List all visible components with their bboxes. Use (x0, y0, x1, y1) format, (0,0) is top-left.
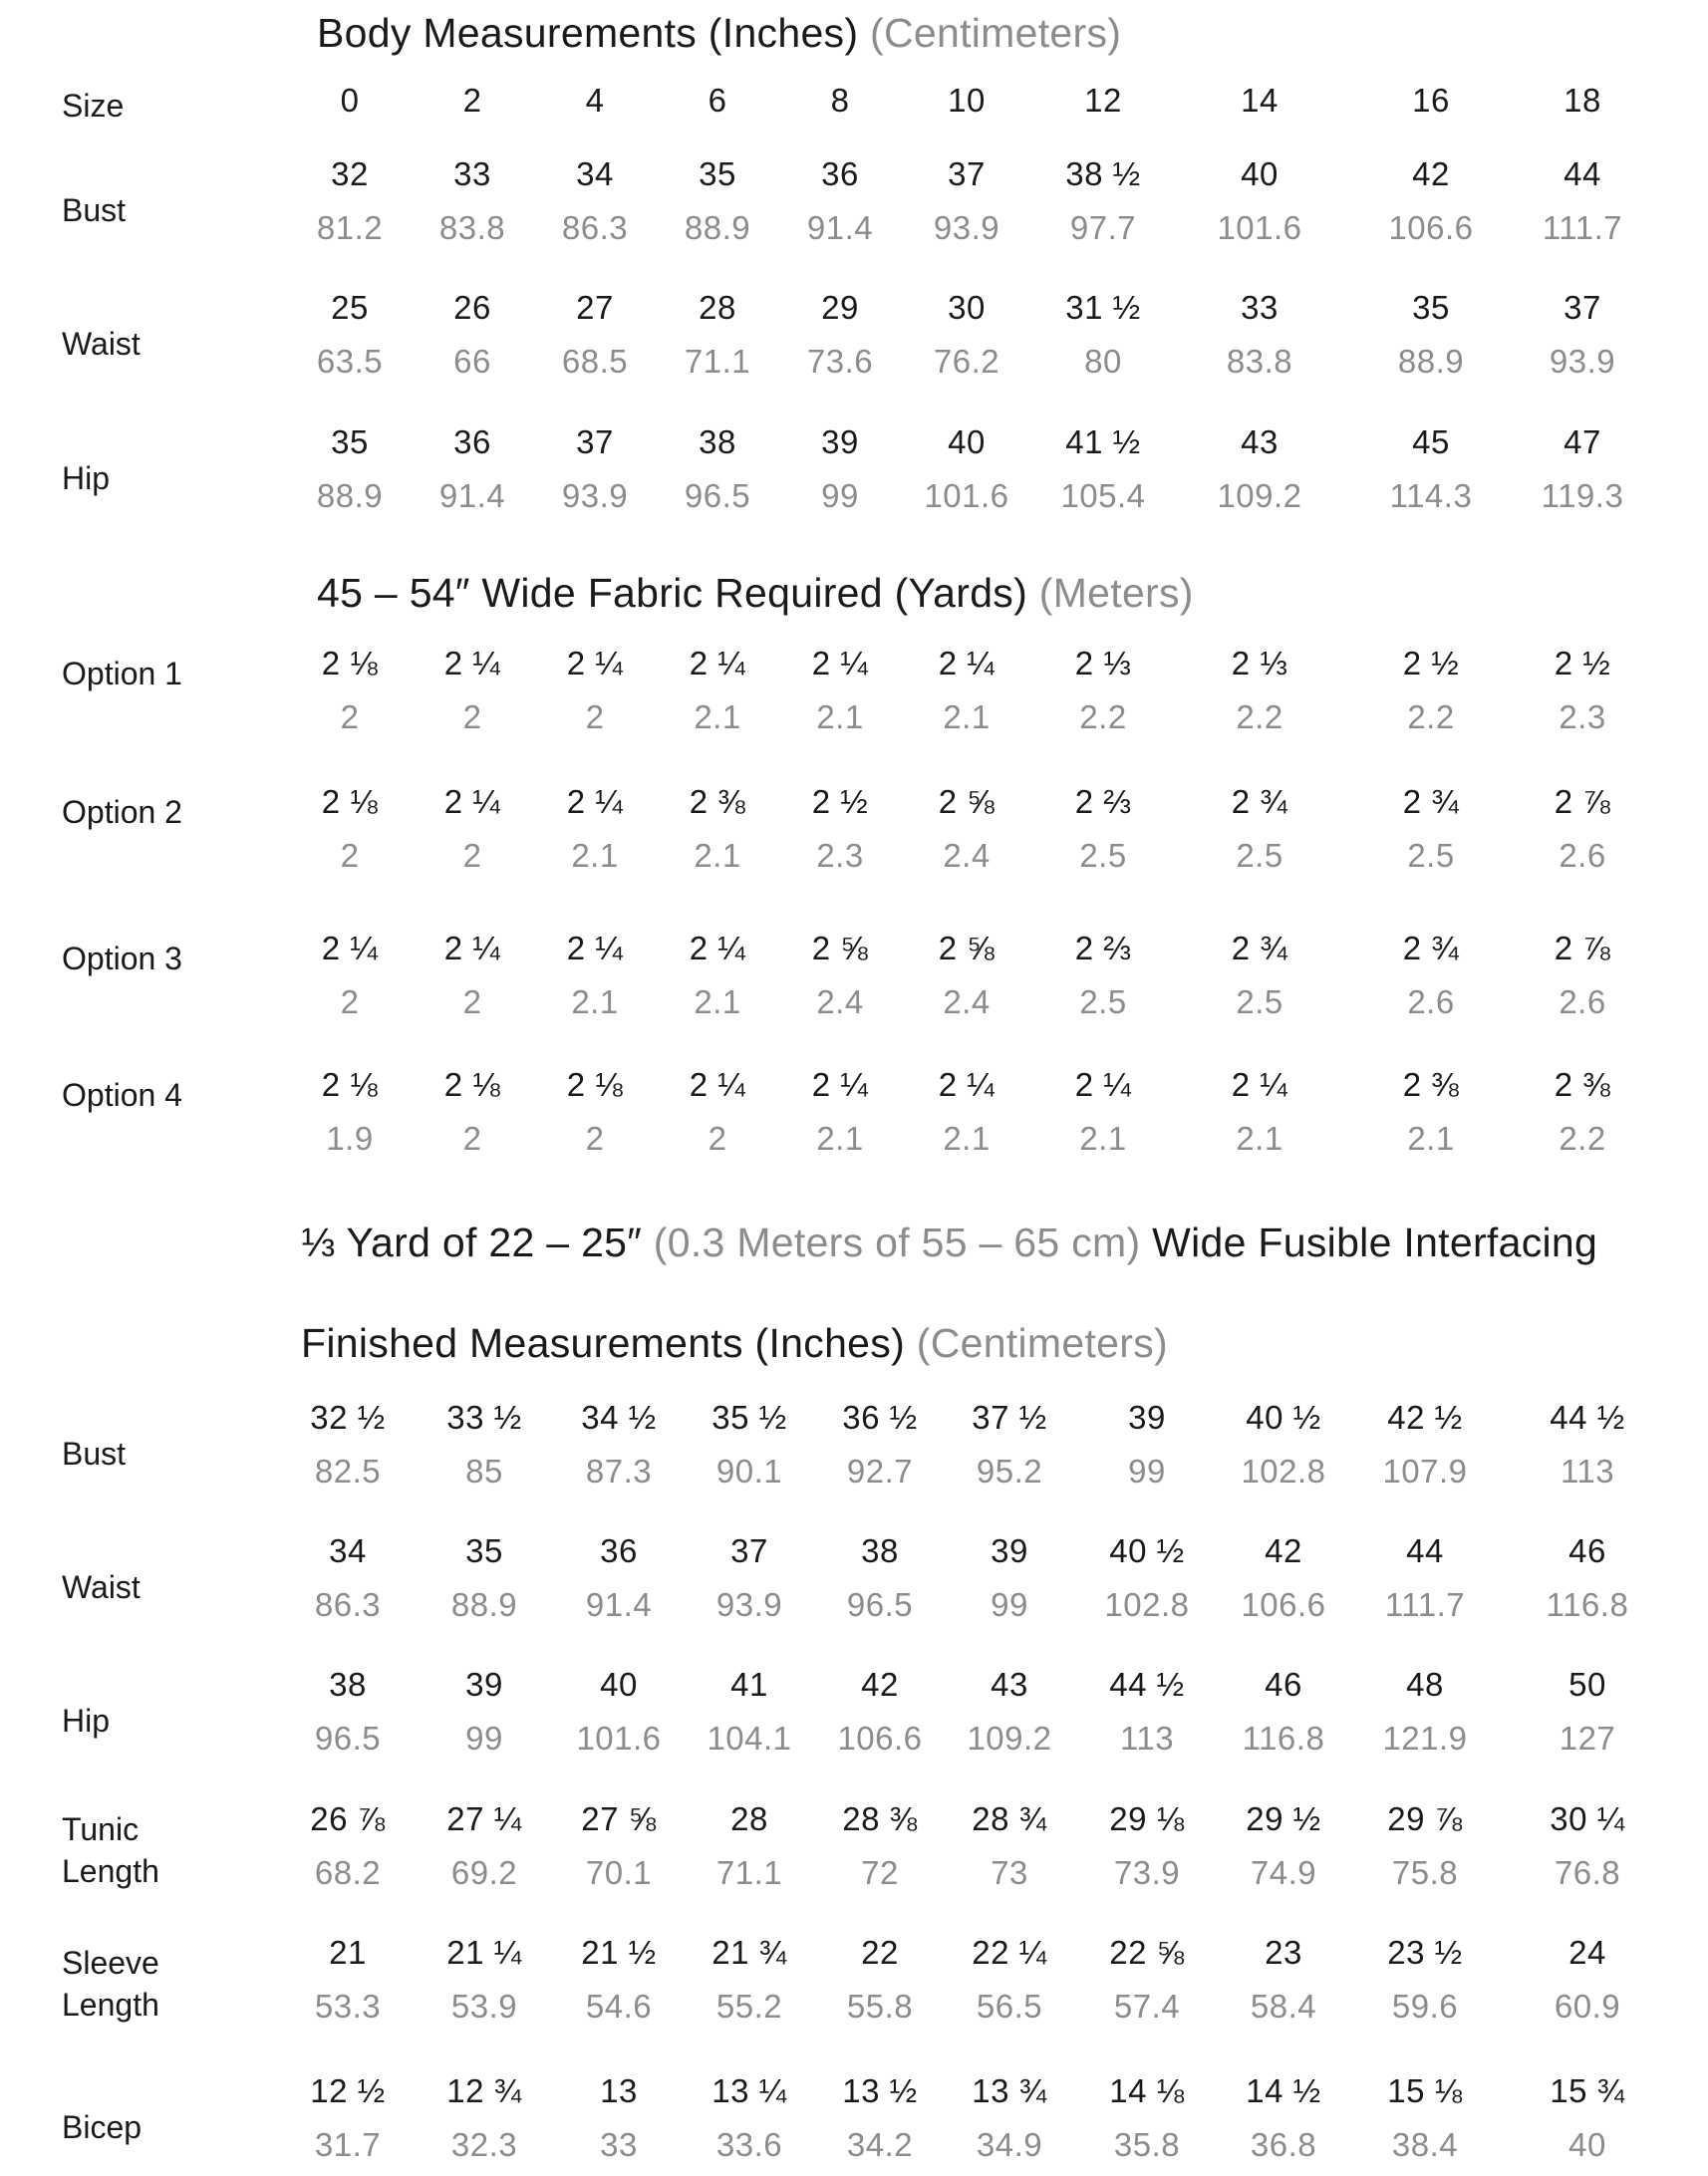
finished-cm-value: 73.9 (1113, 1854, 1181, 1891)
fabric-inch-value: 2 ¼ (811, 1066, 869, 1103)
finished-cm-value: 102.8 (1104, 1586, 1190, 1623)
finished-cm-value: 53.3 (314, 1988, 382, 2025)
finished-row-label: Waist (62, 1569, 141, 1605)
finished-inch-value: 38 (329, 1666, 367, 1703)
fabric-cm-value: 2.5 (1079, 983, 1127, 1020)
body-cm-value: 93.9 (1549, 343, 1616, 380)
body-cm-value: 105.4 (1060, 477, 1146, 514)
fabric-inch-value: 2 ⅞ (1554, 930, 1611, 966)
fabric-cm-value: 2.1 (694, 698, 741, 735)
finished-inch-value: 24 (1568, 1934, 1606, 1971)
finished-cm-value: 116.8 (1242, 1720, 1325, 1757)
finished-inch-value: 14 ⅛ (1109, 2072, 1185, 2109)
finished-inch-value: 35 ½ (712, 1399, 787, 1436)
fabric-cm-value: 2.2 (1407, 698, 1455, 735)
body-inch-value: 37 (576, 423, 614, 460)
body-inch-value: 35 (699, 155, 736, 192)
finished-inch-value: 26 ⅞ (310, 1800, 386, 1837)
body-cm-value: 81.2 (316, 209, 384, 246)
body-cm-value: 99 (821, 477, 859, 514)
fabric-inch-value: 2 ⅛ (321, 1066, 379, 1103)
finished-inch-value: 21 ¼ (446, 1934, 522, 1971)
finished-cm-value: 33.6 (715, 2126, 783, 2163)
finished-cm-value: 106.6 (837, 1720, 923, 1757)
size-value: 2 (462, 82, 482, 119)
finished-cm-value: 96.5 (846, 1586, 914, 1623)
finished-inch-value: 29 ½ (1246, 1800, 1321, 1837)
finished-inch-value: 38 (861, 1532, 899, 1569)
finished-cm-value: 74.9 (1250, 1854, 1317, 1891)
body-inch-value: 39 (821, 423, 859, 460)
body-cm-value: 101.6 (1217, 209, 1302, 246)
finished-cm-value: 85 (465, 1453, 503, 1490)
fabric-cm-value: 2.6 (1559, 983, 1606, 1020)
finished-cm-value: 99 (1128, 1453, 1166, 1490)
finished-cm-value: 106.6 (1241, 1586, 1326, 1623)
fabric-inch-value: 2 ¼ (443, 645, 501, 681)
fabric-inch-value: 2 ¼ (938, 1066, 996, 1103)
fabric-cm-value: 2.6 (1559, 837, 1606, 874)
fabric-inch-value: 2 ¼ (566, 645, 624, 681)
finished-inch-value: 46 (1265, 1666, 1302, 1703)
fabric-cm-value: 2 (462, 1120, 482, 1157)
finished-row-label: Tunic Length (62, 1811, 159, 1889)
finished-inch-value: 30 ¼ (1550, 1800, 1625, 1837)
finished-inch-value: 35 (465, 1532, 503, 1569)
finished-inch-value: 13 ½ (842, 2072, 918, 2109)
finished-inch-value: 28 (730, 1800, 768, 1837)
finished-cm-value: 36.8 (1250, 2126, 1317, 2163)
body-title-alt: (Centimeters) (870, 10, 1122, 56)
body-cm-value: 109.2 (1217, 477, 1302, 514)
fabric-inch-value: 2 ¾ (1231, 930, 1288, 966)
fabric-inch-value: 2 ⅝ (938, 783, 996, 820)
fabric-cm-value: 2.1 (571, 983, 619, 1020)
finished-cm-value: 33 (600, 2126, 638, 2163)
body-cm-value: 71.1 (684, 343, 751, 380)
body-inch-value: 33 (1241, 289, 1279, 326)
size-value: 16 (1412, 82, 1450, 119)
finished-inch-value: 22 ¼ (972, 1934, 1047, 1971)
finished-inch-value: 43 (991, 1666, 1028, 1703)
body-inch-value: 37 (948, 155, 986, 192)
body-inch-value: 29 (821, 289, 859, 326)
finished-row-label: Bicep (62, 2109, 142, 2145)
body-inch-value: 33 (453, 155, 491, 192)
body-row-label: Hip (62, 460, 111, 496)
fabric-inch-value: 2 ¼ (689, 1066, 746, 1103)
fabric-inch-value: 2 ⅔ (1074, 930, 1132, 966)
finished-cm-value: 35.8 (1113, 2126, 1181, 2163)
fabric-cm-value: 2 (340, 983, 360, 1020)
fabric-inch-value: 2 ¼ (1074, 1066, 1132, 1103)
body-inch-value: 43 (1241, 423, 1279, 460)
finished-cm-value: 92.7 (846, 1453, 914, 1490)
finished-cm-value: 60.9 (1554, 1988, 1621, 2025)
fabric-cm-value: 2.1 (943, 698, 991, 735)
finished-cm-value: 76.8 (1554, 1854, 1621, 1891)
body-cm-value: 93.9 (561, 477, 629, 514)
fabric-inch-value: 2 ⅝ (938, 930, 996, 966)
fabric-cm-value: 2 (340, 837, 360, 874)
body-inch-value: 30 (948, 289, 986, 326)
fabric-cm-value: 2.6 (1407, 983, 1455, 1020)
fabric-inch-value: 2 ⅛ (321, 645, 379, 681)
finished-cm-value: 104.1 (707, 1720, 792, 1757)
finished-inch-value: 13 ¼ (712, 2072, 787, 2109)
fabric-inch-value: 2 ¼ (321, 930, 379, 966)
finished-inch-value: 23 ½ (1387, 1934, 1463, 1971)
finished-cm-value: 58.4 (1250, 1988, 1317, 2025)
body-cm-value: 86.3 (561, 209, 629, 246)
finished-inch-value: 34 (329, 1532, 367, 1569)
body-cm-value: 88.9 (316, 477, 384, 514)
fabric-cm-value: 2.5 (1236, 983, 1283, 1020)
body-cm-value: 114.3 (1389, 477, 1473, 514)
finished-cm-value: 121.9 (1382, 1720, 1468, 1757)
finished-inch-value: 44 ½ (1109, 1666, 1185, 1703)
fabric-inch-value: 2 ½ (1554, 645, 1611, 681)
interfacing-part2: (0.3 Meters of 55 – 65 cm) (653, 1220, 1141, 1265)
size-value: 12 (1084, 82, 1122, 119)
finished-cm-value: 90.1 (715, 1453, 783, 1490)
finished-cm-value: 88.9 (450, 1586, 518, 1623)
finished-inch-value: 33 ½ (446, 1399, 522, 1436)
body-inch-value: 40 (1241, 155, 1279, 192)
fabric-cm-value: 2.5 (1079, 837, 1127, 874)
finished-cm-value: 99 (465, 1720, 503, 1757)
finished-inch-value: 42 ½ (1387, 1399, 1463, 1436)
finished-inch-value: 36 (600, 1532, 638, 1569)
finished-inch-value: 37 (730, 1532, 768, 1569)
finished-cm-value: 99 (991, 1586, 1028, 1623)
body-cm-value: 73.6 (806, 343, 874, 380)
finished-cm-value: 127 (1559, 1720, 1616, 1757)
finished-inch-value: 13 (600, 2072, 638, 2109)
body-cm-value: 66 (453, 343, 491, 380)
finished-inch-value: 40 ½ (1246, 1399, 1321, 1436)
fabric-cm-value: 2.5 (1236, 837, 1283, 874)
fabric-row-label: Option 4 (62, 1077, 182, 1113)
body-inch-value: 35 (1412, 289, 1450, 326)
fabric-cm-value: 2 (462, 983, 482, 1020)
fabric-cm-value: 2 (340, 698, 360, 735)
body-inch-value: 34 (576, 155, 614, 192)
finished-inch-value: 46 (1568, 1532, 1606, 1569)
body-inch-value: 44 (1564, 155, 1601, 192)
fabric-cm-value: 2.5 (1407, 837, 1455, 874)
body-inch-value: 40 (948, 423, 986, 460)
finished-cm-value: 69.2 (450, 1854, 518, 1891)
fabric-row-label: Option 1 (62, 656, 182, 691)
finished-cm-value: 59.6 (1391, 1988, 1459, 2025)
fabric-inch-value: 2 ¼ (566, 930, 624, 966)
fabric-inch-value: 2 ⅔ (1074, 783, 1132, 820)
finished-cm-value: 57.4 (1113, 1988, 1181, 2025)
finished-inch-value: 22 ⅝ (1109, 1934, 1185, 1971)
body-cm-value: 88.9 (684, 209, 751, 246)
fabric-inch-value: 2 ⅜ (689, 783, 746, 820)
fabric-cm-value: 2 (462, 698, 482, 735)
finished-cm-value: 75.8 (1391, 1854, 1459, 1891)
fabric-cm-value: 2.3 (816, 837, 864, 874)
finished-inch-value: 41 (730, 1666, 768, 1703)
finished-inch-value: 44 (1406, 1532, 1444, 1569)
fabric-cm-value: 1.9 (326, 1120, 374, 1157)
finished-inch-value: 15 ⅛ (1387, 2072, 1463, 2109)
fabric-inch-value: 2 ¾ (1402, 783, 1460, 820)
body-inch-value: 32 (331, 155, 369, 192)
fabric-row-label: Option 3 (62, 941, 182, 976)
finished-inch-value: 32 ½ (310, 1399, 386, 1436)
fabric-cm-value: 2.1 (816, 698, 864, 735)
finished-cm-value: 38.4 (1391, 2126, 1459, 2163)
fabric-inch-value: 2 ⅛ (443, 1066, 501, 1103)
body-inch-value: 42 (1412, 155, 1450, 192)
finished-cm-value: 40 (1568, 2126, 1606, 2163)
body-cm-value: 83.8 (1226, 343, 1293, 380)
body-title-main: Body Measurements (Inches) (317, 10, 859, 56)
body-inch-value: 25 (331, 289, 369, 326)
body-inch-value: 36 (821, 155, 859, 192)
finished-inch-value: 21 (329, 1934, 367, 1971)
finished-inch-value: 39 (1128, 1399, 1166, 1436)
body-cm-value: 93.9 (933, 209, 1000, 246)
fabric-inch-value: 2 ⅛ (566, 1066, 624, 1103)
finished-cm-value: 70.1 (585, 1854, 653, 1891)
finished-cm-value: 55.2 (715, 1988, 783, 2025)
fabric-cm-value: 2.1 (571, 837, 619, 874)
finished-cm-value: 96.5 (314, 1720, 382, 1757)
finished-row-label: Bust (62, 1436, 127, 1472)
fabric-inch-value: 2 ⅓ (1074, 645, 1132, 681)
body-cm-value: 101.6 (924, 477, 1009, 514)
finished-inch-value: 27 ¼ (446, 1800, 522, 1837)
size-value: 8 (830, 82, 850, 119)
finished-cm-value: 93.9 (715, 1586, 783, 1623)
finished-inch-value: 12 ¾ (446, 2072, 522, 2109)
fabric-inch-value: 2 ⅜ (1402, 1066, 1460, 1103)
finished-row-label: Sleeve Length (62, 1945, 159, 2023)
finished-cm-value: 72 (861, 1854, 899, 1891)
finished-inch-value: 37 ½ (972, 1399, 1047, 1436)
fabric-inch-value: 2 ⅞ (1554, 783, 1611, 820)
fabric-inch-value: 2 ⅓ (1231, 645, 1288, 681)
fabric-required-title (317, 570, 1194, 617)
size-value: 4 (585, 82, 605, 119)
finished-cm-value: 109.2 (967, 1720, 1052, 1757)
body-cm-value: 97.7 (1069, 209, 1137, 246)
fabric-cm-value: 2.1 (816, 1120, 864, 1157)
body-row-label: Bust (62, 192, 127, 228)
finished-inch-value: 39 (991, 1532, 1028, 1569)
fabric-inch-value: 2 ⅛ (321, 783, 379, 820)
finished-cm-value: 82.5 (314, 1453, 382, 1490)
size-value: 0 (340, 82, 360, 119)
body-cm-value: 106.6 (1388, 209, 1474, 246)
fabric-inch-value: 2 ⅝ (811, 930, 869, 966)
body-measurements-title (317, 10, 1121, 57)
finished-inch-value: 14 ½ (1246, 2072, 1321, 2109)
finished-cm-value: 102.8 (1241, 1453, 1326, 1490)
finished-inch-value: 21 ¾ (712, 1934, 787, 1971)
fabric-inch-value: 2 ¼ (689, 645, 746, 681)
finished-cm-value: 31.7 (314, 2126, 382, 2163)
body-inch-value: 28 (699, 289, 736, 326)
body-inch-value: 37 (1564, 289, 1601, 326)
fabric-inch-value: 2 ½ (1402, 645, 1460, 681)
finished-inch-value: 44 ½ (1550, 1399, 1625, 1436)
finished-inch-value: 28 ⅜ (842, 1800, 918, 1837)
fabric-inch-value: 2 ¼ (443, 783, 501, 820)
fabric-inch-value: 2 ¾ (1402, 930, 1460, 966)
body-inch-value: 26 (453, 289, 491, 326)
fabric-inch-value: 2 ¼ (689, 930, 746, 966)
body-inch-value: 31 ½ (1065, 289, 1141, 326)
fabric-title-alt: (Meters) (1038, 570, 1194, 616)
fabric-cm-value: 2 (585, 698, 605, 735)
body-inch-value: 27 (576, 289, 614, 326)
size-label: Size (62, 88, 125, 124)
fabric-cm-value: 2.1 (943, 1120, 991, 1157)
fabric-cm-value: 2 (585, 1120, 605, 1157)
body-cm-value: 119.3 (1541, 477, 1624, 514)
finished-inch-value: 42 (1265, 1532, 1302, 1569)
size-value: 10 (948, 82, 986, 119)
body-cm-value: 91.4 (806, 209, 874, 246)
finished-cm-value: 95.2 (976, 1453, 1043, 1490)
fabric-inch-value: 2 ¼ (443, 930, 501, 966)
finished-inch-value: 42 (861, 1666, 899, 1703)
finished-inch-value: 50 (1568, 1666, 1606, 1703)
fabric-inch-value: 2 ¼ (1231, 1066, 1288, 1103)
fabric-cm-value: 2.4 (943, 983, 991, 1020)
finished-inch-value: 29 ⅞ (1387, 1800, 1463, 1837)
finished-cm-value: 54.6 (585, 1988, 653, 2025)
fabric-cm-value: 2.1 (1236, 1120, 1283, 1157)
fabric-inch-value: 2 ½ (811, 783, 869, 820)
finished-cm-value: 87.3 (585, 1453, 653, 1490)
interfacing-line (301, 1220, 1597, 1266)
fabric-inch-value: 2 ¼ (566, 783, 624, 820)
size-value: 18 (1564, 82, 1601, 119)
body-inch-value: 41 ½ (1065, 423, 1141, 460)
finished-inch-value: 48 (1406, 1666, 1444, 1703)
finished-row-label: Hip (62, 1703, 111, 1739)
fabric-cm-value: 2.1 (1407, 1120, 1455, 1157)
finished-cm-value: 32.3 (450, 2126, 518, 2163)
finished-cm-value: 53.9 (450, 1988, 518, 2025)
body-cm-value: 80 (1084, 343, 1122, 380)
fabric-cm-value: 2.3 (1559, 698, 1606, 735)
finished-inch-value: 15 ¾ (1550, 2072, 1625, 2109)
body-cm-value: 96.5 (684, 477, 751, 514)
body-cm-value: 88.9 (1397, 343, 1465, 380)
finished-inch-value: 28 ¾ (972, 1800, 1047, 1837)
body-inch-value: 36 (453, 423, 491, 460)
finished-measurements-title (301, 1320, 1168, 1367)
body-cm-value: 76.2 (933, 343, 1000, 380)
fabric-cm-value: 2 (462, 837, 482, 874)
body-cm-value: 111.7 (1542, 209, 1623, 246)
interfacing-part1: ⅓ Yard of 22 – 25″ (301, 1220, 643, 1265)
fabric-cm-value: 2.4 (816, 983, 864, 1020)
finished-inch-value: 40 (600, 1666, 638, 1703)
finished-cm-value: 68.2 (314, 1854, 382, 1891)
finished-cm-value: 107.9 (1382, 1453, 1468, 1490)
fabric-cm-value: 2.2 (1559, 1120, 1606, 1157)
body-inch-value: 38 ½ (1065, 155, 1141, 192)
fabric-inch-value: 2 ¼ (938, 645, 996, 681)
finished-title-alt: (Centimeters) (916, 1320, 1168, 1366)
finished-title-main: Finished Measurements (Inches) (301, 1320, 906, 1366)
size-value: 14 (1241, 82, 1279, 119)
fabric-cm-value: 2.2 (1079, 698, 1127, 735)
fabric-inch-value: 2 ¾ (1231, 783, 1288, 820)
finished-cm-value: 56.5 (976, 1988, 1043, 2025)
size-value: 6 (708, 82, 727, 119)
body-inch-value: 35 (331, 423, 369, 460)
finished-inch-value: 13 ¾ (972, 2072, 1047, 2109)
fabric-cm-value: 2.4 (943, 837, 991, 874)
finished-inch-value: 27 ⅝ (581, 1800, 657, 1837)
fabric-inch-value: 2 ¼ (811, 645, 869, 681)
body-cm-value: 91.4 (438, 477, 506, 514)
finished-cm-value: 71.1 (715, 1854, 783, 1891)
finished-inch-value: 12 ½ (310, 2072, 386, 2109)
fabric-cm-value: 2.2 (1236, 698, 1283, 735)
body-inch-value: 38 (699, 423, 736, 460)
finished-cm-value: 111.7 (1384, 1586, 1466, 1623)
finished-inch-value: 39 (465, 1666, 503, 1703)
finished-cm-value: 55.8 (846, 1988, 914, 2025)
finished-cm-value: 73 (991, 1854, 1028, 1891)
finished-cm-value: 113 (1119, 1720, 1175, 1757)
finished-inch-value: 29 ⅛ (1109, 1800, 1185, 1837)
finished-cm-value: 86.3 (314, 1586, 382, 1623)
fabric-cm-value: 2 (708, 1120, 727, 1157)
fabric-inch-value: 2 ⅜ (1554, 1066, 1611, 1103)
finished-cm-value: 113 (1560, 1453, 1615, 1490)
finished-cm-value: 34.9 (976, 2126, 1043, 2163)
fabric-cm-value: 2.1 (694, 983, 741, 1020)
body-inch-value: 47 (1564, 423, 1601, 460)
body-cm-value: 68.5 (561, 343, 629, 380)
finished-cm-value: 34.2 (846, 2126, 914, 2163)
body-inch-value: 45 (1412, 423, 1450, 460)
interfacing-part3: Wide Fusible Interfacing (1152, 1220, 1598, 1265)
finished-inch-value: 36 ½ (842, 1399, 918, 1436)
fabric-row-label: Option 2 (62, 794, 182, 830)
finished-inch-value: 21 ½ (581, 1934, 657, 1971)
fabric-cm-value: 2.1 (694, 837, 741, 874)
body-cm-value: 63.5 (316, 343, 384, 380)
finished-cm-value: 101.6 (576, 1720, 662, 1757)
finished-inch-value: 40 ½ (1109, 1532, 1185, 1569)
body-cm-value: 83.8 (438, 209, 506, 246)
finished-inch-value: 22 (861, 1934, 899, 1971)
finished-inch-value: 34 ½ (581, 1399, 657, 1436)
fabric-cm-value: 2.1 (1079, 1120, 1127, 1157)
finished-cm-value: 91.4 (585, 1586, 653, 1623)
finished-inch-value: 23 (1265, 1934, 1302, 1971)
body-row-label: Waist (62, 326, 141, 362)
fabric-title-main: 45 – 54″ Wide Fabric Required (Yards) (317, 570, 1028, 616)
finished-cm-value: 116.8 (1546, 1586, 1629, 1623)
